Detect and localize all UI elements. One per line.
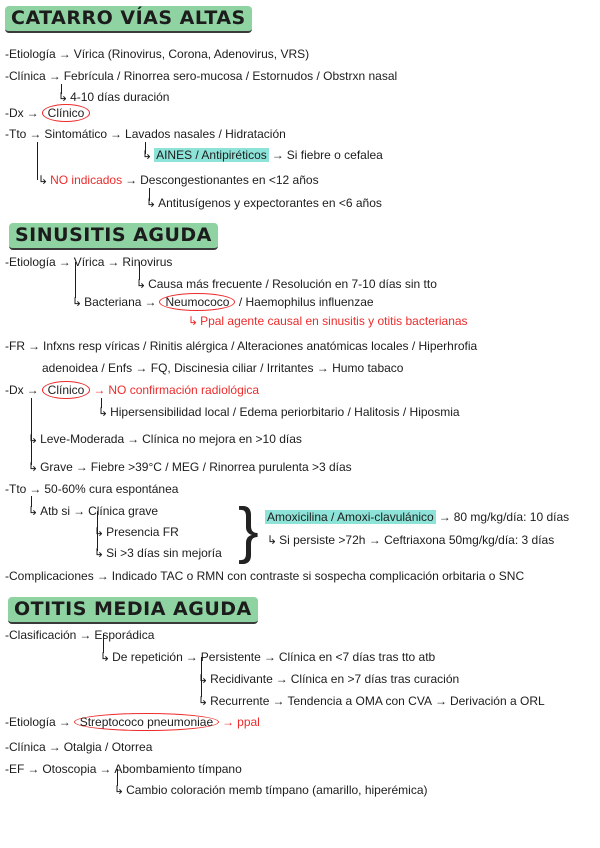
- catarro-antitusigenos: [146, 195, 382, 211]
- connector: [145, 142, 146, 154]
- value: 4-10 días duración: [70, 90, 170, 104]
- section-title-catarro: CATARRO VÍAS ALTAS: [5, 6, 252, 33]
- leve: Leve-Moderada: [40, 432, 125, 446]
- sintomatico: → Sintomático: [26, 127, 107, 141]
- catarro-duracion: [58, 89, 169, 105]
- value: → Febrícula / Rinorrea sero-mucosa / Estornudos / Obstrxn nasal: [46, 69, 397, 83]
- label: -Etiología: [5, 255, 56, 269]
- otoscopia: → Otoscopia: [24, 762, 96, 776]
- value: → 50-60% cura espontánea: [26, 482, 178, 496]
- label: -Clínica: [5, 740, 46, 754]
- otitis-recurrente: [198, 693, 545, 709]
- connector: [31, 496, 32, 507]
- amoxi-highlight: Amoxicilina / Amoxi-clavulánico: [267, 510, 434, 524]
- connector: [37, 142, 38, 180]
- otitis-clinica: [5, 739, 152, 755]
- recidivante: Recidivante: [210, 672, 273, 686]
- sinusitis-ppal: [188, 313, 468, 329]
- catarro-dx: [5, 105, 90, 121]
- label: -Dx: [5, 106, 24, 120]
- grave: Grave: [40, 460, 73, 474]
- sinusitis-fr-cont: [42, 360, 403, 376]
- persistente: → Persistente: [183, 650, 261, 664]
- value: → Abombamiento tímpano: [96, 762, 241, 776]
- value: → Esporádica: [76, 628, 154, 642]
- value: → Clínica en >7 días tras curación: [273, 672, 459, 686]
- sinusitis-amoxi: [265, 509, 569, 525]
- value: → Si fiebre o cefalea: [269, 148, 383, 162]
- label: -Etiología: [5, 47, 56, 61]
- sinusitis-hipersensibilidad: [98, 404, 460, 420]
- bacteriana: Bacteriana: [84, 295, 142, 309]
- sinusitis-atb-item: [94, 524, 179, 540]
- connector: [139, 262, 140, 280]
- rinovirus: → Rinovirus: [104, 255, 172, 269]
- value: Hipersensibilidad local / Edema periorbitario / Halitosis / Hiposmia: [110, 405, 460, 419]
- connector: [149, 188, 150, 201]
- connector: [117, 769, 118, 786]
- label: -Tto: [5, 127, 27, 141]
- sinusitis-grave: [28, 459, 352, 475]
- catarro-etiologia: [5, 46, 309, 62]
- virica: → Vírica: [56, 255, 105, 269]
- brace: }: [238, 496, 259, 565]
- otitis-etiologia: [5, 714, 260, 730]
- value: → Infxns resp víricas / Rinitis alérgica / Alteraciones anatómicas locales / Hiperhrofia: [25, 339, 477, 353]
- strepto-circled: Streptococo pneumoniae: [74, 713, 219, 731]
- label: -Clasificación: [5, 628, 77, 642]
- sinusitis-causa: [136, 276, 437, 292]
- sinusitis-bacteriana: [72, 294, 374, 310]
- sinusitis-leve: [28, 431, 302, 447]
- derivacion: → Derivación a ORL: [432, 694, 545, 708]
- dx-circled: Clínico: [42, 104, 91, 122]
- sinusitis-atb: [28, 503, 158, 519]
- ppal: → ppal: [219, 715, 260, 729]
- label: -Etiología: [5, 715, 56, 729]
- sinusitis-persiste: [267, 532, 554, 548]
- value: Presencia FR: [106, 525, 179, 539]
- connector: [103, 635, 104, 653]
- value: Cambio coloración memb tímpano (amarillo, hiperémica): [126, 783, 428, 797]
- lavados: → Lavados nasales / Hidratación: [107, 127, 286, 141]
- otitis-recidivante: [198, 671, 459, 687]
- label: -Clínica: [5, 69, 46, 83]
- no-confirmacion: → NO confirmación radiológica: [90, 383, 259, 397]
- section-title-sinusitis: SINUSITIS AGUDA: [9, 223, 218, 250]
- catarro-aines: [142, 147, 383, 163]
- value: Ppal agente causal en sinusitis y otitis bacterianas: [200, 314, 468, 328]
- dose: → 80 mg/kg/día: 10 días: [436, 510, 569, 524]
- section-title-otitis: OTITIS MEDIA AGUDA: [8, 597, 258, 624]
- value: → Tendencia a OMA con CVA: [269, 694, 432, 708]
- otitis-cambio: [114, 782, 428, 798]
- neumococo-circled: Neumococo: [159, 293, 235, 311]
- label: -Tto: [5, 482, 27, 496]
- aines-highlight: AINES / Antipiréticos: [156, 148, 267, 162]
- sinusitis-dx: [5, 382, 259, 398]
- atb-item: → Clínica grave: [70, 504, 158, 518]
- repeticion: De repetición: [112, 650, 183, 664]
- label: -Dx: [5, 383, 24, 397]
- value: → Fiebre >39°C / MEG / Rinorrea purulenta >3 días: [73, 460, 352, 474]
- connector: [101, 398, 102, 408]
- atb: Atb si: [40, 504, 71, 518]
- sinusitis-atb-item: [94, 545, 222, 561]
- value: → Otalgia / Otorrea: [46, 740, 153, 754]
- dx-circled: Clínico: [42, 381, 91, 399]
- sinusitis-tto: [5, 481, 178, 497]
- otitis-ef: [5, 761, 242, 777]
- catarro-no-indicados: [38, 172, 319, 188]
- catarro-tto: [5, 126, 286, 142]
- label: -EF: [5, 762, 25, 776]
- sinusitis-etiologia: [5, 254, 172, 270]
- value: Si persiste >72h → Ceftriaxona 50mg/kg/día: 3 días: [279, 533, 555, 547]
- otitis-repeticion: [100, 649, 435, 665]
- value: → Indicado TAC o RMN con contraste si sospecha complicación orbitaria o SNC: [94, 569, 524, 583]
- value: Causa más frecuente / Resolución en 7-10 días sin tto: [148, 277, 437, 291]
- value: → Clínica no mejora en >10 días: [124, 432, 302, 446]
- haemophilus: / Haemophilus influenzae: [238, 295, 374, 309]
- no-indicados: NO indicados: [50, 173, 123, 187]
- sinusitis-fr: [5, 338, 477, 354]
- connector: [31, 398, 32, 465]
- value: → Clínica en <7 días tras tto atb: [261, 650, 435, 664]
- value: adenoidea / Enfs → FQ, Discinesia ciliar / Irritantes → Humo tabaco: [42, 361, 404, 375]
- value: → Vírica (Rinovirus, Corona, Adenovirus, VRS): [56, 47, 309, 61]
- sinusitis-complicaciones: [5, 568, 524, 584]
- value: Antitusígenos y expectorantes en <6 años: [158, 196, 382, 210]
- otitis-clasificacion: [5, 627, 154, 643]
- connector: [61, 84, 62, 94]
- label: -Complicaciones: [5, 569, 94, 583]
- connector: [97, 511, 98, 551]
- connector: [201, 657, 202, 697]
- connector: [75, 262, 76, 298]
- value: → Descongestionantes en <12 años: [122, 173, 318, 187]
- recurrente: Recurrente: [210, 694, 270, 708]
- value: Si >3 días sin mejoría: [106, 546, 222, 560]
- label: -FR: [5, 339, 25, 353]
- catarro-clinica: [5, 68, 397, 84]
